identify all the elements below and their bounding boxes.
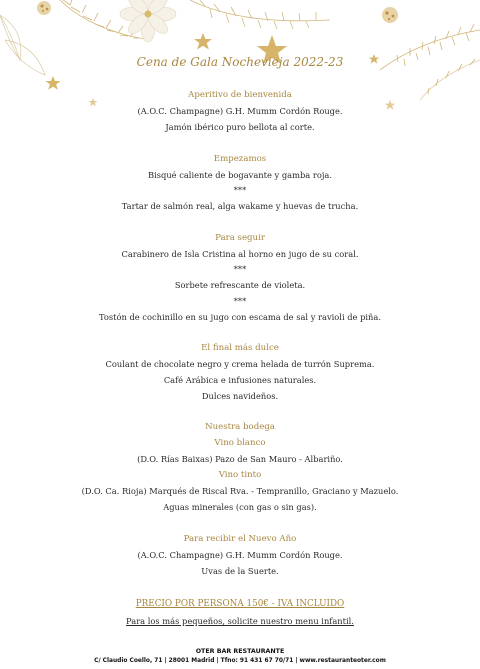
pine-branch-top (190, 0, 330, 29)
menu-item: Dulces navideños. (201, 391, 279, 401)
section-heading-nuevo-ano: Para recibir el Nuevo Año (183, 534, 297, 544)
ornament-icon-right (382, 7, 398, 23)
subheading-vino-tinto: Vino tinto (218, 470, 262, 480)
section-heading-seguir: Para seguir (215, 233, 265, 243)
menu-title: Cena de Gala Nochevieja 2022-23 (136, 55, 344, 69)
section-heading-empezamos: Empezamos (213, 154, 267, 164)
kids-menu-note: Para los más pequeños, solicite nuestro menu infantil. (126, 616, 354, 626)
separator: *** (233, 264, 247, 274)
menu-item: Aguas minerales (con gas o sin gas). (163, 502, 317, 512)
menu-item: Tartar de salmón real, alga wakame y huevas de trucha. (121, 201, 359, 211)
menu-item: Sorbete refrescante de violeta. (174, 280, 306, 290)
section-heading-final: El final más dulce (201, 343, 279, 353)
menu-item: (D.O. Ca. Rioja) Marqués de Riscal Rva. - Tempranillo, Graciano y Mazuelo. (81, 486, 399, 496)
menu-item: Tostón de cochinillo en su jugo con escama de sal y ravioli de piña. (99, 312, 381, 322)
menu-item: Jamón ibérico puro bellota al corte. (165, 122, 315, 132)
menu-item: Uvas de la Suerte. (201, 566, 279, 576)
menu-item: (D.O. Rías Baixas) Pazo de San Mauro - Albariño. (137, 454, 343, 464)
separator: *** (233, 185, 247, 195)
price-line: PRECIO POR PERSONA 150€ - IVA INCLUIDO (135, 599, 345, 609)
section-heading-bodega: Nuestra bodega (205, 422, 275, 432)
menu-item: Coulant de chocolate negro y crema helada de turrón Suprema. (105, 359, 375, 369)
menu-item: Bisqué caliente de bogavante y gamba roja. (148, 170, 332, 180)
menu-item: Carabinero de Isla Cristina al horno en jugo de su coral. (121, 249, 359, 259)
separator: *** (233, 296, 247, 306)
footer-address: C/ Claudio Coello, 71 | 28001 Madrid | Tfno: 91 431 67 70/71 | www.restauranteoter.com (94, 658, 386, 664)
menu-item: Café Arábica e infusiones naturales. (163, 375, 317, 385)
ornament-icon-left (37, 1, 51, 15)
menu-item: (A.O.C. Champagne) G.H. Mumm Cordón Rouge. (137, 106, 343, 116)
footer-restaurant-name: OTER BAR RESTAURANTE (195, 648, 285, 655)
menu-item: (A.O.C. Champagne) G.H. Mumm Cordón Rouge. (137, 550, 343, 560)
subheading-vino-blanco: Vino blanco (214, 438, 266, 448)
section-heading-aperitivo: Aperitivo de bienvenida (188, 90, 292, 100)
